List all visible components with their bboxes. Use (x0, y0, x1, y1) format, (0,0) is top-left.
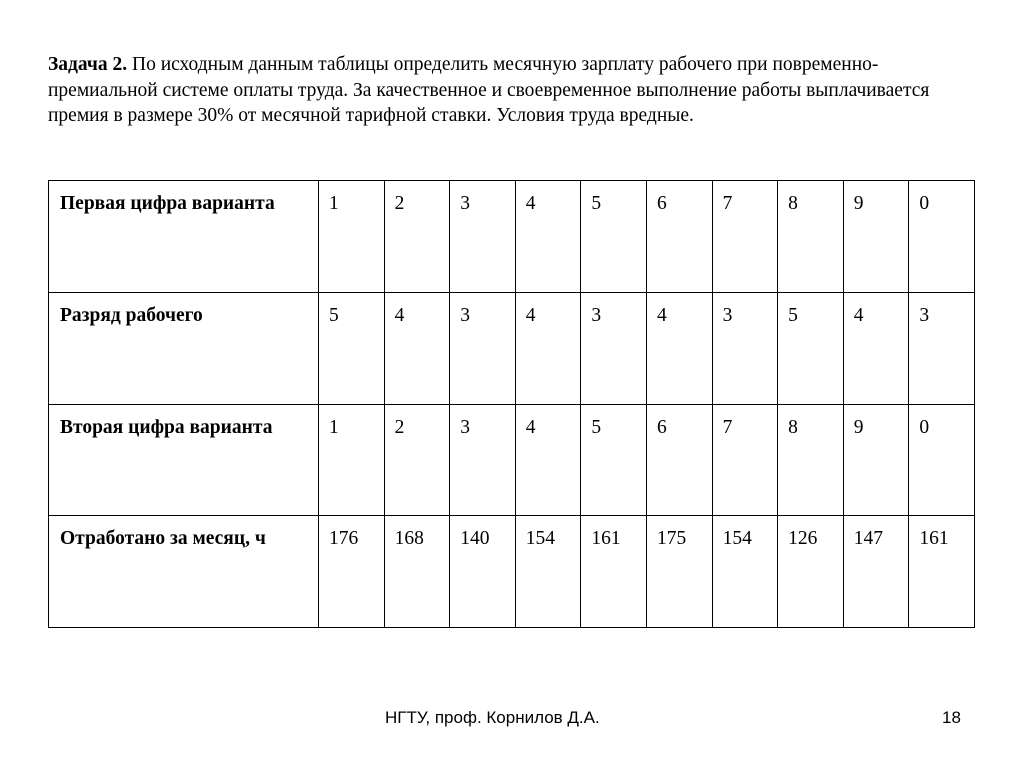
table-cell: 5 (778, 292, 844, 404)
table-cell: 161 (581, 516, 647, 628)
table-cell: 3 (450, 404, 516, 516)
table-cell: 0 (909, 404, 975, 516)
table-cell: 5 (581, 404, 647, 516)
table-row-first-digit (49, 181, 975, 293)
table-row-hours-worked (49, 516, 975, 628)
table-cell: 126 (778, 516, 844, 628)
table-cell: 4 (515, 292, 581, 404)
table-cell: 4 (843, 292, 909, 404)
table-cell: 4 (515, 404, 581, 516)
table-cell: 7 (712, 181, 778, 293)
table-cell: 5 (581, 181, 647, 293)
table-cell: 168 (384, 516, 450, 628)
table-cell: 8 (778, 181, 844, 293)
table-cell: 154 (515, 516, 581, 628)
table-cell: 6 (646, 404, 712, 516)
table-cell: 3 (450, 181, 516, 293)
table-cell: 9 (843, 404, 909, 516)
table-cell: 3 (450, 292, 516, 404)
table-cell: 0 (909, 181, 975, 293)
table-cell: 1 (319, 181, 385, 293)
table-cell: 2 (384, 181, 450, 293)
table-cell: 6 (646, 181, 712, 293)
table-cell: 3 (581, 292, 647, 404)
table-cell: 4 (384, 292, 450, 404)
table-cell: 4 (646, 292, 712, 404)
page-number: 18 (942, 708, 961, 727)
table-cell: 154 (712, 516, 778, 628)
table-cell: 9 (843, 181, 909, 293)
table-cell: 175 (646, 516, 712, 628)
table-cell: 140 (450, 516, 516, 628)
row-header: Отработано за месяц, ч (49, 516, 319, 628)
table-row-second-digit (49, 404, 975, 516)
variant-table (48, 180, 975, 628)
table-cell: 3 (909, 292, 975, 404)
task-label: Задача 2. (48, 54, 128, 75)
table-cell: 161 (909, 516, 975, 628)
row-header: Разряд рабочего (49, 292, 319, 404)
row-header: Первая цифра варианта (49, 181, 319, 293)
table-cell: 4 (515, 181, 581, 293)
table-cell: 1 (319, 404, 385, 516)
task-statement (48, 52, 978, 129)
table-cell: 7 (712, 404, 778, 516)
table-cell: 147 (843, 516, 909, 628)
table-cell: 2 (384, 404, 450, 516)
table-cell: 8 (778, 404, 844, 516)
task-text: По исходным данным таблицы определить месячную зарплату рабочего при повременно-премиальной системе оплаты труда. За качественное и своевременное выполнение работы выплачивается премия в размере 30% от месячной тарифной ставки. Условия труда вредные. (48, 54, 930, 126)
table-row-worker-grade (49, 292, 975, 404)
footer-author: НГТУ, проф. Корнилов Д.А. (385, 708, 600, 727)
table-cell: 5 (319, 292, 385, 404)
table-cell: 176 (319, 516, 385, 628)
table-cell: 3 (712, 292, 778, 404)
row-header: Вторая цифра варианта (49, 404, 319, 516)
